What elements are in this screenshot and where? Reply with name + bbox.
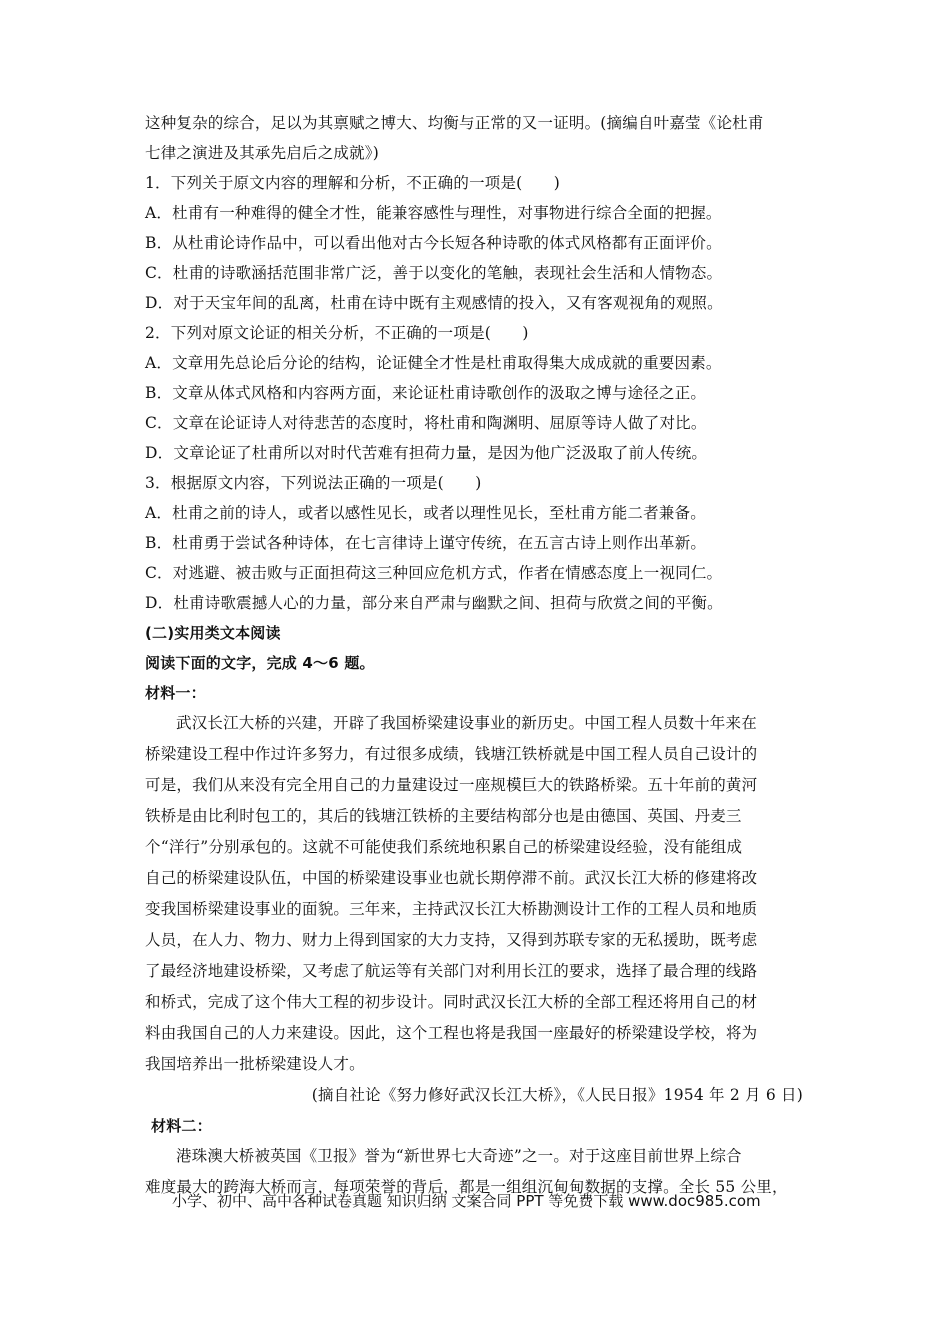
material-1-label: 材料一：	[145, 684, 206, 702]
question-2-option-c: C．文章在论证诗人对待悲苦的态度时，将杜甫和陶渊明、屈原等诗人做了对比。	[145, 414, 707, 432]
material-1-line: 武汉长江大桥的兴建，开辟了我国桥梁建设事业的新历史。中国工程人员数十年来在	[176, 714, 757, 732]
question-3-stem: 3．根据原文内容，下列说法正确的一项是( )	[145, 474, 482, 492]
material-1-line: 变我国桥梁建设事业的面貌。三年来，主持武汉长江大桥勘测设计工作的工程人员和地质	[145, 900, 758, 918]
intro-line: 这种复杂的综合，足以为其禀赋之博大、均衡与正常的又一证明。(摘编自叶嘉莹《论杜甫	[145, 114, 764, 132]
page-footer: 小学、初中、高中各种试卷真题 知识归纳 文案合同 PPT 等免费下载 www.doc985.com	[172, 1192, 761, 1210]
question-3-option-c: C．对逃避、被击败与正面担荷这三种回应危机方式，作者在情感态度上一视同仁。	[145, 564, 723, 582]
material-1-line: 和桥式，完成了这个伟大工程的初步设计。同时武汉长江大桥的全部工程还将用自己的材	[145, 993, 758, 1011]
section-heading: (二)实用类文本阅读	[145, 624, 281, 642]
material-1-line: 了最经济地建设桥梁，又考虑了航运等有关部门对利用长江的要求，选择了最合理的线路	[145, 962, 758, 980]
material-1-line: 料由我国自己的人力来建设。因此，这个工程也将是我国一座最好的桥梁建设学校，将为	[145, 1024, 758, 1042]
question-3-option-a: A．杜甫之前的诗人，或者以感性见长，或者以理性见长，至杜甫方能二者兼备。	[145, 504, 706, 522]
question-1-option-d: D．对于天宝年间的乱离，杜甫在诗中既有主观感情的投入，又有客观视角的观照。	[145, 294, 723, 312]
question-2-option-b: B．文章从体式风格和内容两方面，来论证杜甫诗歌创作的汲取之博与途径之正。	[145, 384, 707, 402]
question-1-option-a: A．杜甫有一种难得的健全才性，能兼容感性与理性，对事物进行综合全面的把握。	[145, 204, 722, 222]
question-1-option-b: B．从杜甫论诗作品中，可以看出他对古今长短各种诗歌的体式风格都有正面评价。	[145, 234, 722, 252]
material-1-source: (摘自社论《努力修好武汉长江大桥》，《人民日报》1954 年 2 月 6 日)	[311, 1086, 803, 1104]
question-3-option-d: D．杜甫诗歌震撼人心的力量，部分来自严肃与幽默之间、担荷与欣赏之间的平衡。	[145, 594, 723, 612]
material-1-line: 个“洋行”分别承包的。这就不可能使我们系统地积累自己的桥梁建设经验，没有能组成	[145, 838, 743, 856]
material-1-line: 桥梁建设工程中作过许多努力，有过很多成绩，钱塘江铁桥就是中国工程人员自己设计的	[145, 745, 758, 763]
document-body	[145, 108, 807, 1203]
intro-line: 七律之演进及其承先启后之成就》)	[145, 144, 379, 162]
material-2-label: 材料二：	[151, 1117, 212, 1135]
question-2-stem: 2．下列对原文论证的相关分析，不正确的一项是( )	[145, 324, 529, 342]
material-1-line: 铁桥是由比利时包工的，其后的钱塘江铁桥的主要结构部分也是由德国、英国、丹麦三	[145, 807, 742, 825]
question-2-option-d: D．文章论证了杜甫所以对时代苦难有担荷力量，是因为他广泛汲取了前人传统。	[145, 444, 708, 462]
question-1-option-c: C．杜甫的诗歌涵括范围非常广泛，善于以变化的笔触，表现社会生活和人情物态。	[145, 264, 723, 282]
section-instruction: 阅读下面的文字，完成 4～6 题。	[145, 654, 375, 672]
material-2-line: 港珠澳大桥被英国《卫报》誉为“新世界七大奇迹”之一。对于这座目前世界上综合	[176, 1147, 742, 1165]
question-2-option-a: A．文章用先总论后分论的结构，论证健全才性是杜甫取得集大成成就的重要因素。	[145, 354, 722, 372]
question-1-stem: 1．下列关于原文内容的理解和分析，不正确的一项是( )	[145, 174, 561, 192]
material-1-line: 人员，在人力、物力、财力上得到国家的大力支持，又得到苏联专家的无私援助，既考虑	[145, 931, 758, 949]
material-2-line: 难度最大的跨海大桥而言，每项荣誉的背后，都是一组组沉甸甸数据的支撑。全长 55 公里，	[145, 1178, 788, 1196]
material-1-line: 自己的桥梁建设队伍，中国的桥梁建设事业也就长期停滞不前。武汉长江大桥的修建将改	[145, 869, 758, 887]
material-1-line: 我国培养出一批桥梁建设人才。	[145, 1055, 365, 1073]
question-3-option-b: B．杜甫勇于尝试各种诗体，在七言律诗上谨守传统，在五言古诗上则作出革新。	[145, 534, 707, 552]
material-1-line: 可是，我们从来没有完全用自己的力量建设过一座规模巨大的铁路桥梁。五十年前的黄河	[145, 776, 758, 794]
